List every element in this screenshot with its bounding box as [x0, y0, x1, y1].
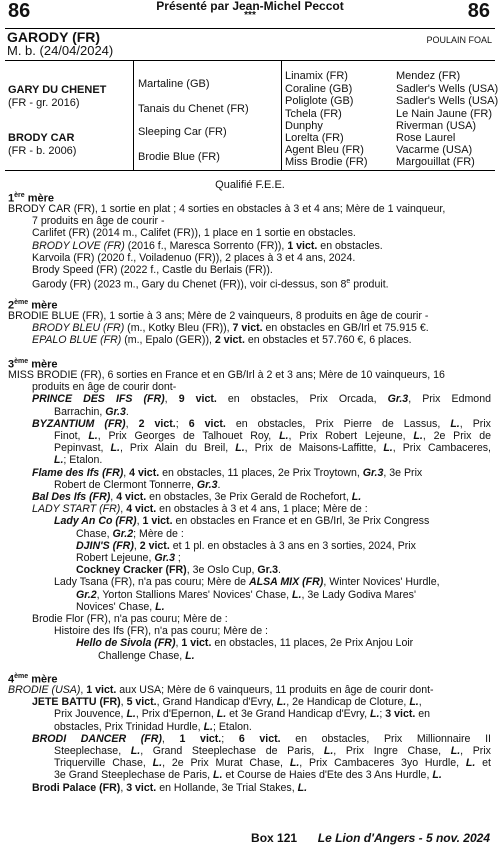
pedigree-divider-2	[281, 61, 282, 170]
gen3-right-item: Mendez (FR)	[396, 70, 461, 82]
qualified-label: Qualifié F.E.E.	[215, 179, 285, 191]
pedigree-bottom-divider	[5, 170, 495, 171]
gen3-left-item: Agent Bleu (FR)	[285, 144, 364, 156]
category-label: POULAIN FOAL	[426, 35, 492, 45]
gen3-left-item: Miss Brodie (FR)	[285, 156, 368, 168]
fourth-dam-heading: 4ème mère	[8, 673, 58, 686]
gen2-item: Martaline (GB)	[138, 78, 210, 90]
first-dam-heading: 1ère mère	[8, 192, 54, 205]
lot-number-right: 86	[467, 0, 490, 22]
sire-name: GARY DU CHENET	[8, 84, 107, 96]
second-dam-body: BRODIE BLUE (FR), 1 sortie à 3 ans; Mère de 2 vainqueurs, 8 produits en âge de courir - BRODY BLEU (FR) (m., Kotky Bleu (FR)), 7 vict. en obstacles en GB/Irl et 75.915 €. EPALO BLUE (FR) (m., Epalo (GER)), 2 vict. en obstacles et 57.760 €, 6 places.	[8, 310, 429, 347]
third-dam-heading: 3ème mère	[8, 358, 58, 371]
gen3-left-item: Poliglote (GB)	[285, 95, 354, 107]
fourth-dam-body: BRODIE (USA), 1 vict. aux USA; Mère de 6 vainqueurs, 11 produits en âge de courir dont- JETE BATTU (FR), 5 vict., Grand Handicap d'Evry, L., 2e Handicap de Cloture, L., Prix Jouvence, L., Prix d'Epernon, L. et 3e Grand Handicap d'Evry, L.; 3 vict. en obstacles, Prix Trinidad Hurdle, L.; Etalon. BRODI DANCER (FR), 1 vict.; 6 vict. en obstacles, Prix Millionnaire II Steeplechase, L., Grand Steeplechase de Paris, L., Prix Ingre Chase, L., Prix Triquerville Chase, L., 2e Prix Murat Chase, L., Prix Cambaceres 3yo Hurdle, L. et 3e Grand Steeplechase de Paris, L. et Course de Haies d'Ete des 3 Ans Hurdle, L. Brodi Palace (FR), 3 vict. en Hollande, 3e Trial Stakes, L.	[8, 684, 491, 794]
gen3-right-item: Sadler's Wells (USA)	[396, 95, 499, 107]
gen3-left-item: Lorelta (FR)	[285, 132, 344, 144]
box-number: Box 121	[251, 831, 298, 845]
gen3-right-item: Sadler's Wells (USA)	[396, 83, 499, 95]
horse-name: GARODY (FR)	[7, 29, 101, 45]
gen2-item: Sleeping Car (FR)	[138, 126, 227, 138]
sale-venue-date: Le Lion d'Angers - 5 nov. 2024	[317, 831, 490, 845]
gen3-right-item: Vacarme (USA)	[396, 144, 473, 156]
gen3-right-item: Le Nain Jaune (FR)	[396, 108, 492, 120]
gen3-left-item: Coraline (GB)	[285, 83, 353, 95]
gen2-item: Tanais du Chenet (FR)	[138, 103, 249, 115]
third-dam-body: MISS BRODIE (FR), 6 sorties en France et en GB/Irl à 2 et 3 ans; Mère de 10 vainqueurs, 16 produits en âge de courir dont- PRINCE DES IFS (FR), 9 vict. en obstacles, Prix Orcada, Gr.3, Prix Edmond Barrachin, Gr.3. BYZANTIUM (FR), 2 vict.; 6 vict. en obstacles, Prix Pierre de Lassus, L., Prix Finot, L., Prix Georges de Talhouet Roy, L., Prix Robert Lejeune, L., 2e Prix de Pepinvast, L., Prix Alain du Breil, L., Prix de Maisons-Laffitte, L., Prix Cambaceres, L.; Etalon. Flame des Ifs (FR), 4 vict. en obstacles, 11 places, 2e Prix Troytown, Gr.3, 3e Prix Robert de Clermont Tonnerre, Gr.3. Bal Des Ifs (FR), 4 vict. en obstacles, 3e Prix Gerald de Rochefort, L. LADY START (FR), 4 vict. en obstacles à 3 et 4 ans, 1 place; Mère de : Lady An Co (FR), 1 vict. en obstacles en France et en GB/Irl, 3e Prix Congress Chase, Gr.2; Mère de : DJIN'S (FR), 2 vict. et 1 pl. en obstacles à 3 ans en 3 sorties, 2024, Prix Robert Lejeune, Gr.3 ; Cockney Cracker (FR), 3e Oslo Cup, Gr.3. Lady Tsana (FR), n'a pas couru; Mère de ALSA MIX (FR), Winter Novices' Hurdle, Gr.2, Yorton Stallions Mares' Novices' Chase, L., 3e Lady Godiva Mares' Novices' Chase, L. Brodie Flor (FR), n'a pas couru; Mère de : Histoire des Ifs (FR), n'a pas couru; Mère de : Hello de Sivola (FR), 1 vict. en obstacles, 11 places, 2e Prix Anjou Loir Challenge Chase, L.	[8, 369, 491, 662]
gen3-right-item: Rose Laurel	[396, 132, 456, 144]
pedigree-top-divider	[5, 60, 495, 61]
gen3-right-item: Riverman (USA)	[396, 120, 477, 132]
dam-name: BRODY CAR	[8, 132, 75, 144]
second-dam-heading: 2ème mère	[8, 299, 58, 312]
gen3-right-item: Margouillat (FR)	[396, 156, 475, 168]
gen3-left-item: Linamix (FR)	[285, 70, 348, 82]
gen3-left-item: Tchela (FR)	[285, 108, 342, 120]
dam-detail: (FR - b. 2006)	[8, 145, 77, 157]
presenter-title: Présenté par Jean-Michel Peccot	[156, 0, 344, 13]
sire-detail: (FR - gr. 2016)	[8, 97, 80, 109]
lot-number-left: 86	[8, 0, 31, 22]
first-dam-body: BRODY CAR (FR), 1 sortie en plat ; 4 sorties en obstacles à 3 et 4 ans; Mère de 1 vainqueur, 7 produits en âge de courir - Carlifet (FR) (2014 m., Califet (FR)), 1 place en 1 sortie en obstacles. BRODY LOVE (FR) (2016 f., Maresca Sorrento (FR)), 1 vict. en obstacles. Karvoila (FR) (2020 f., Voiladenuo (FR)), 2 places à 3 et 4 ans, 2024. Brody Speed (FR) (2022 f., Castle du Berlais (FR)). Garody (FR) (2023 m., Gary du Chenet (FR)), voir ci-dessus, son 8e produit.	[8, 203, 446, 291]
stars: ***	[244, 10, 256, 21]
gen2-item: Brodie Blue (FR)	[138, 151, 220, 163]
gen3-left-item: Dunphy	[285, 120, 323, 132]
horse-sex-birth: M. b. (24/04/2024)	[7, 43, 114, 58]
footer	[251, 832, 490, 844]
pedigree-divider-1	[133, 61, 134, 170]
